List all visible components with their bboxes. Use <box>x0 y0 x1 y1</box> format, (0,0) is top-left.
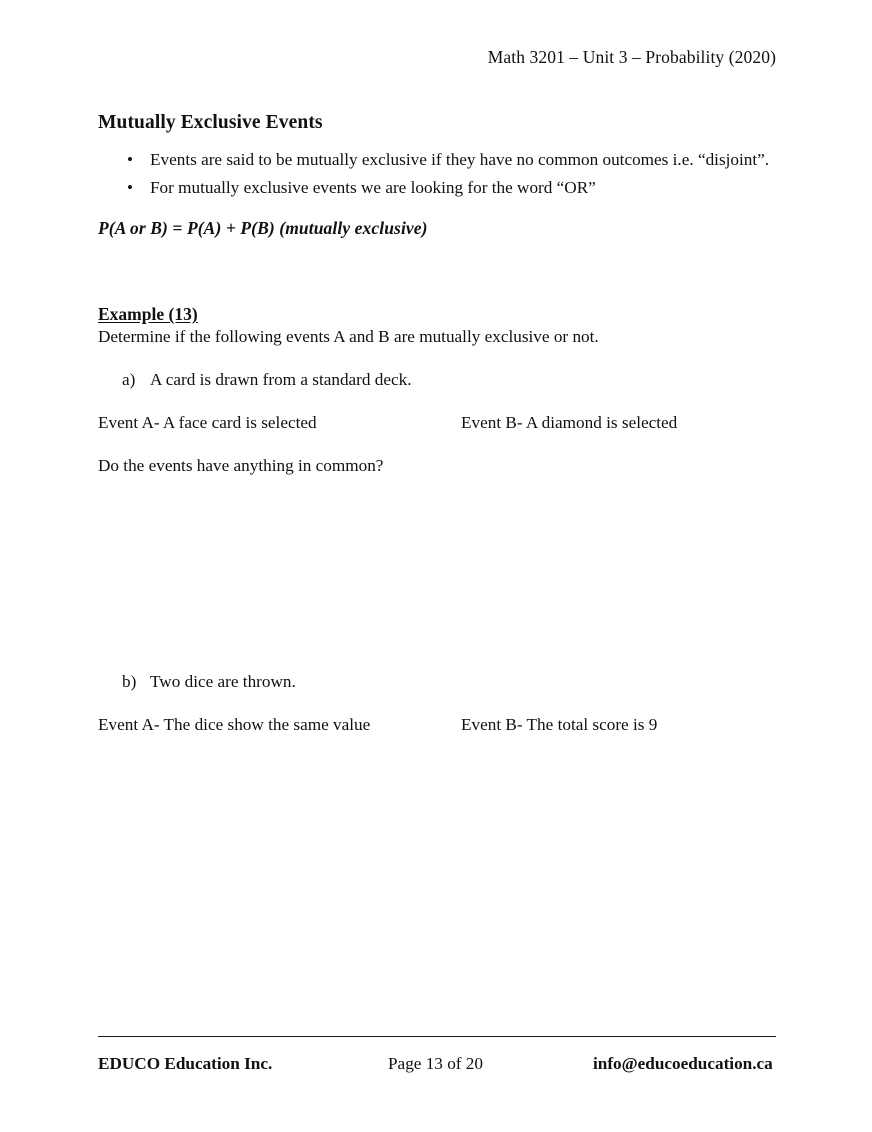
part-a-sub-question: Do the events have anything in common? <box>98 456 384 475</box>
bullet-icon: • <box>127 178 133 197</box>
footer-email: info@educoeducation.ca <box>593 1054 773 1073</box>
bullet-icon: • <box>127 150 133 169</box>
event-a-description: Event A- The dice show the same value <box>98 715 371 734</box>
list-item <box>98 146 788 174</box>
part-marker: b) <box>122 672 137 691</box>
example-heading: Example (13) <box>98 304 198 324</box>
footer-company-name: EDUCO Education Inc. <box>98 1054 273 1073</box>
example-prompt: Determine if the following events A and B are mutually exclusive or not. <box>98 327 599 346</box>
list-item <box>98 174 788 202</box>
event-a-description: Event A- A face card is selected <box>98 413 317 432</box>
part-a-work-space <box>98 488 776 664</box>
definition-bullet-list <box>98 146 788 202</box>
list-item-text: For mutually exclusive events we are looking for the word “OR” <box>150 178 596 197</box>
running-header: Math 3201 – Unit 3 – Probability (2020) <box>487 47 776 67</box>
list-item-text: Events are said to be mutually exclusive if they have no common outcomes i.e. “disjoint”. <box>150 150 770 169</box>
event-b-description: Event B- A diamond is selected <box>461 413 678 432</box>
footer-divider <box>98 1036 776 1037</box>
question-part-b <box>122 672 296 692</box>
page-footer <box>98 1054 776 1080</box>
page-title: Mutually Exclusive Events <box>98 112 323 134</box>
part-a-event-row <box>98 413 788 433</box>
event-b-description: Event B- The total score is 9 <box>461 715 658 734</box>
part-text: Two dice are thrown. <box>150 672 296 691</box>
part-marker: a) <box>122 370 136 389</box>
footer-page-number: Page 13 of 20 <box>388 1054 483 1073</box>
part-b-work-space <box>98 748 776 1022</box>
question-part-a <box>122 370 412 390</box>
part-b-event-row <box>98 715 788 735</box>
part-text: A card is drawn from a standard deck. <box>150 370 412 389</box>
probability-formula: P(A or B) = P(A) + P(B) (mutually exclusive) <box>98 218 428 238</box>
